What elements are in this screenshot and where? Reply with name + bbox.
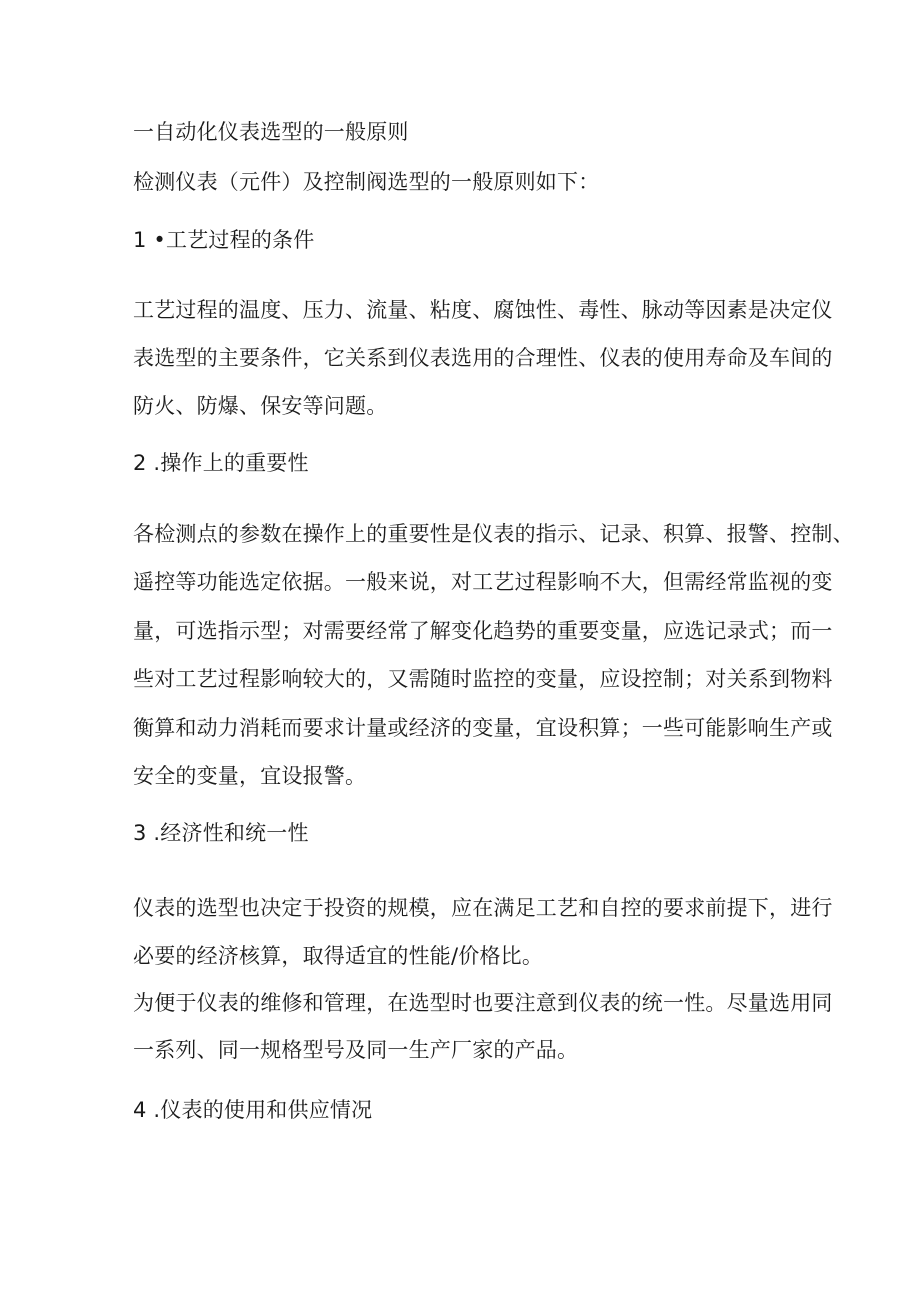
section-heading-3: 3 .经济性和统一性	[133, 821, 309, 845]
paragraph-line: 工艺过程的温度、压力、流量、粘度、腐蚀性、毒性、脉动等因素是决定仪	[133, 298, 833, 322]
paragraph-line: 为便于仪表的维修和管理，在选型时也要注意到仪表的统一性。尽量选用同	[133, 991, 833, 1015]
paragraph-line: 仪表的选型也决定于投资的规模，应在满足工艺和自控的要求前提下，进行	[133, 896, 833, 920]
paragraph-line: 防火、防爆、保安等问题。	[133, 394, 388, 418]
paragraph-line: 各检测点的参数在操作上的重要性是仪表的指示、记录、积算、报警、控制、	[133, 522, 854, 546]
paragraph-line: 表选型的主要条件，它关系到仪表选用的合理性、仪表的使用寿命及车间的	[133, 346, 833, 370]
paragraph-line: 一系列、同一规格型号及同一生产厂家的产品。	[133, 1038, 579, 1062]
section-heading-4: 4 .仪表的使用和供应情况	[133, 1098, 373, 1122]
document-title: 一自动化仪表选型的一般原则	[133, 120, 409, 144]
intro-text: 检测仪表（元件）及控制阀选型的一般原则如下：	[133, 170, 600, 194]
paragraph-line: 衡算和动力消耗而要求计量或经济的变量，宜设积算；一些可能影响生产或	[133, 716, 833, 740]
paragraph-line: 必要的经济核算，取得适宜的性能/价格比。	[133, 944, 544, 968]
paragraph-line: 遥控等功能选定依据。一般来说，对工艺过程影响不大，但需经常监视的变	[133, 570, 833, 594]
section-heading-2: 2 .操作上的重要性	[133, 451, 309, 475]
section-heading-1: 1 •工艺过程的条件	[133, 228, 315, 252]
paragraph-line: 安全的变量，宜设报警。	[133, 764, 367, 788]
paragraph-line: 量，可选指示型；对需要经常了解变化趋势的重要变量，应选记录式；而一	[133, 619, 833, 643]
paragraph-line: 些对工艺过程影响较大的，又需随时监控的变量，应设控制；对关系到物料	[133, 667, 833, 691]
